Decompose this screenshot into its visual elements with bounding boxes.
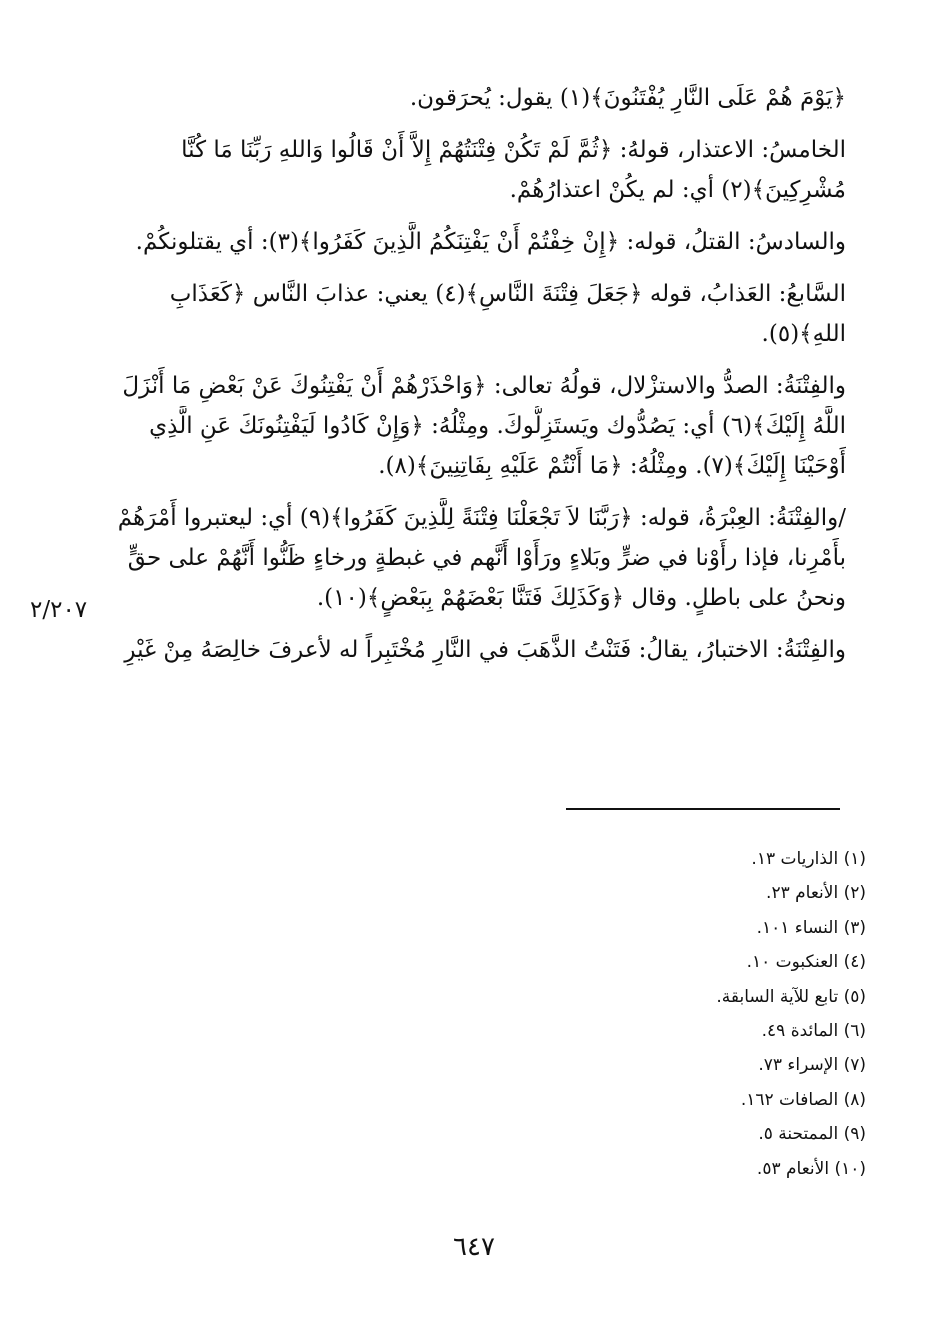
text-line: بأَمْرِنا، فإذا رأَوْنا في ضرٍّ وبَلاءٍ ورَأَوْا أَنَّهم في غبطةٍ ورخاءٍ ظَنُّوا أَنَّهُمْ على حقٍّ <box>127 545 846 571</box>
paragraph <box>118 130 846 210</box>
footnote-item: (٦) المائدة ٤٩. <box>761 1021 866 1042</box>
footnote-item: (١) الذاريات ١٣. <box>751 849 866 869</box>
text-line: اللهِ﴾(٥). <box>761 321 846 347</box>
text-line: السَّابعُ: العَذابُ، قوله ﴿جَعَلَ فِتْنَةَ النَّاسِ﴾(٤) يعني: عذابَ النَّاس ﴿كَعَذَابِ <box>169 281 846 307</box>
footnote-item: (٨) الصافات ١٦٢. <box>740 1089 866 1110</box>
text-line: ونحنُ على باطلٍ. وقال ﴿وَكَذَلِكَ فَتَنَّا بَعْضَهُمْ بِبَعْضٍ﴾(١٠). <box>316 585 846 611</box>
text-line: والفِتْنَةُ: الصدُّ والاستزْلال، قولُهُ تعالى: ﴿وَاحْذَرْهُمْ أَنْ يَفْتِنُوكَ عَنْ بَعْضِ مَا أَنْزَلَ <box>122 373 846 399</box>
footnotes-list <box>560 842 866 1186</box>
text-line: مُشْرِكِينَ﴾(٢) أي: لم يكُنْ اعتذارُهُمْ. <box>509 177 846 203</box>
paragraph <box>118 630 846 670</box>
footnote-item: (٥) تابع للآية السابقة. <box>716 986 866 1007</box>
paragraph <box>118 274 846 354</box>
text-line: الخامسُ: الاعتذار، قولهُ: ﴿ثُمَّ لَمْ تَكُنْ فِتْنَتُهُمْ إِلاَّ أَنْ قَالُوا وَاللهِ رَبِّنَا مَا كُنَّا <box>181 137 846 163</box>
footnote-item: (٧) الإسراء ٧٣. <box>758 1055 866 1076</box>
paragraph <box>118 498 846 618</box>
footnote-item: (٩) الممتحنة ٥. <box>758 1124 866 1145</box>
footnote-item: (٤) العنكبوت ١٠. <box>746 952 866 973</box>
text-line: والفِتْنَةُ: الاختبارُ، يقالُ: فَتَنْتُ الذَّهَبَ في النَّارِ مُخْتَبِراً له لأعرفَ خالِصَهُ مِنْ غَيْرِ <box>124 637 846 663</box>
paragraph <box>118 366 846 486</box>
paragraph <box>118 78 846 118</box>
main-text <box>118 78 846 682</box>
text-line: والسادسُ: القتلُ، قوله: ﴿إِنْ خِفْتُمْ أَنْ يَفْتِنَكُمُ الَّذِينَ كَفَرُوا﴾(٣): أي يقتلونكُمْ. <box>135 229 846 255</box>
paragraph <box>118 222 846 262</box>
footnote-item: (١٠) الأنعام ٥٣. <box>756 1158 866 1179</box>
text-line: اللَّهُ إِلَيْكَ﴾(٦) أي: يَصُدُّوك ويَستَزِلُّوكَ. ومِثْلُهُ: ﴿وَإِنْ كَادُوا لَيَفْتِنُونَكَ عَنِ الَّذِي <box>149 413 846 439</box>
footnote-item: (٢) الأنعام ٢٣. <box>766 883 866 904</box>
footnote-item: (٣) النساء ١٠١. <box>756 917 866 938</box>
text-line: أَوْحَيْنَا إِلَيْكَ﴾(٧). ومِثْلُهُ: ﴿مَا أَنْتُمْ عَلَيْهِ بِفَاتِنِينَ﴾(٨). <box>378 453 846 479</box>
footnote-separator <box>566 808 840 810</box>
text-line: /والفِتْنَةُ: العِبْرَةُ، قوله: ﴿رَبَّنَا لاَ تَجْعَلْنَا فِتْنَةً لِلَّذِينَ كَفَرُوا﴾(٩) أي: ليعتبروا أَمْرَهُمْ <box>118 505 846 531</box>
margin-page-reference: ٢/٢٠٧ <box>30 597 88 623</box>
page-number: ٦٤٧ <box>453 1232 495 1262</box>
text-line: ﴿يَوْمَ هُمْ عَلَى النَّارِ يُفْتَنُونَ﴾(١) يقول: يُحرَقون. <box>409 85 846 111</box>
